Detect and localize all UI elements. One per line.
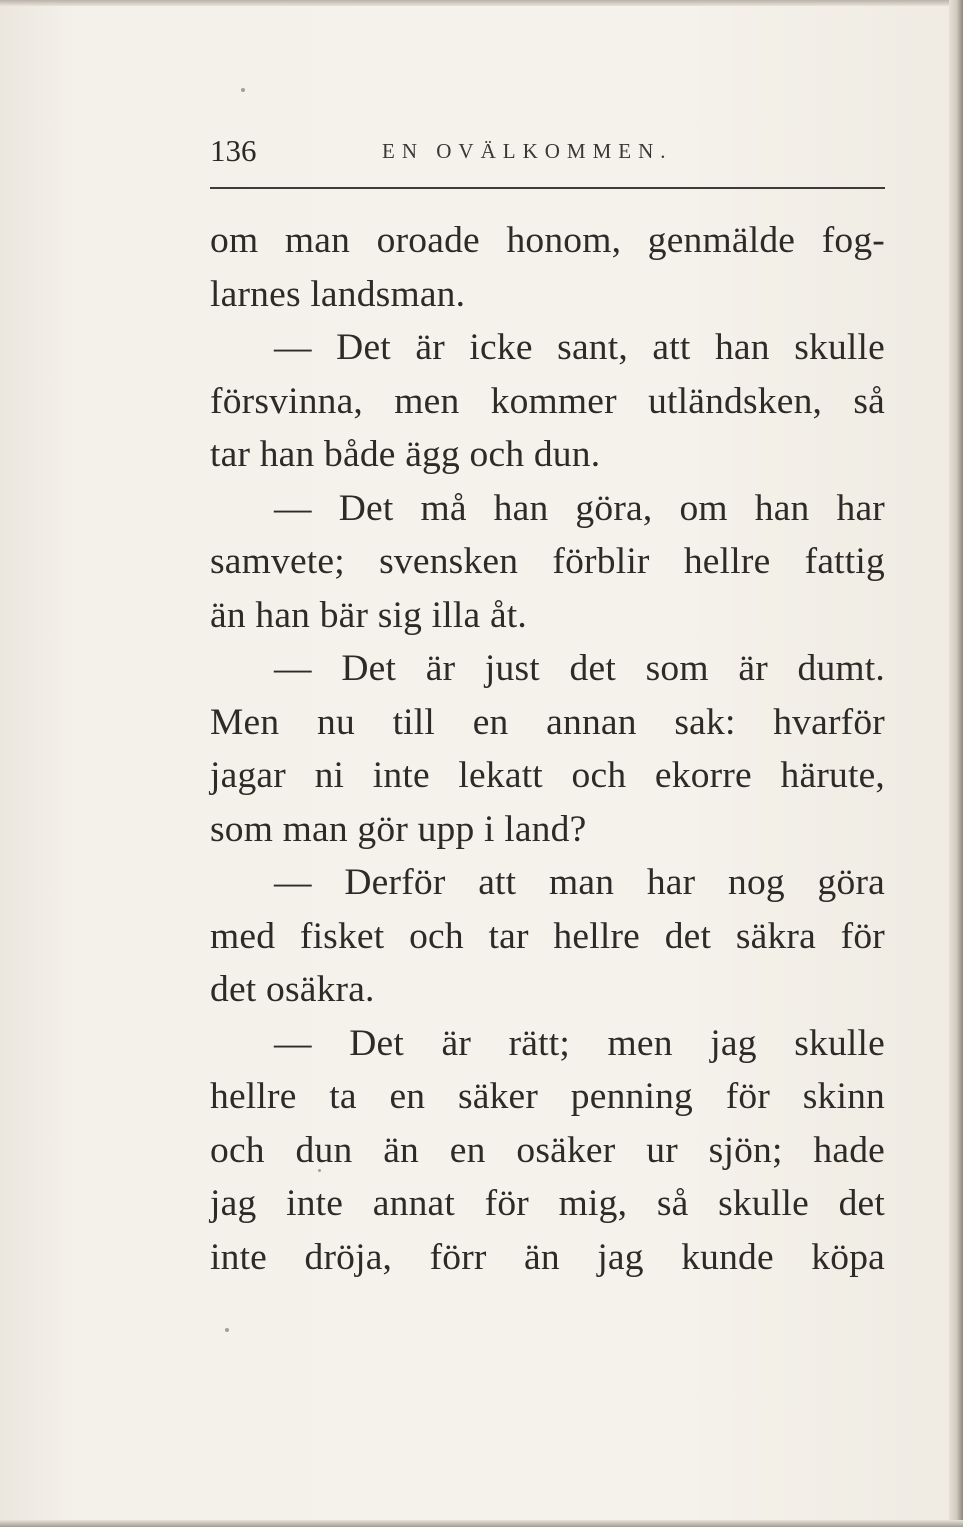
page-number: 136 [210,133,257,168]
page-top-edge [0,0,963,6]
text-line: jagar ni inte lekatt och ekorre härute, [210,755,885,796]
text-line: med fisket och tar hellre det säkra för [210,915,885,957]
text-line: — Det är rätt; men jag skulle [274,1022,885,1064]
page-header [210,130,885,172]
text-line: jag inte annat för mig, så skulle det [210,1183,885,1224]
text-line: — Det är just det som är dumt. [274,648,885,689]
text-line: — Derför att man har nog göra [274,862,885,903]
body-text [210,214,885,1284]
text-line: om man oroade honom, genmälde fog- [210,220,885,261]
text-line: larnes landsman. [210,273,466,315]
text-line: försvinna, men kommer utländsken, så [210,380,885,422]
text-line: samvete; svensken förblir hellre fattig [210,541,885,582]
text-line: det osäkra. [210,969,375,1010]
text-line: Men nu till en annan sak: hvarför [210,701,885,743]
text-line: — Det är icke sant, att han skulle [274,327,885,368]
header-rule [210,187,885,189]
page-bottom-edge [0,1520,963,1527]
text-line: som man gör upp i land? [210,808,587,850]
text-line: inte dröja, förr än jag kunde köpa [210,1236,885,1278]
page-right-edge [949,0,963,1527]
text-line: hellre ta en säker penning för skinn [210,1076,885,1117]
text-line: och dun än en osäker ur sjön; hade [210,1129,885,1171]
paper-speck [225,1328,229,1332]
running-title: EN OVÄLKOMMEN. [382,139,673,163]
text-line: — Det må han göra, om han har [274,487,885,529]
paper-speck [241,88,245,92]
text-line: tar han både ägg och dun. [210,434,601,475]
text-line: än han bär sig illa åt. [210,594,527,636]
